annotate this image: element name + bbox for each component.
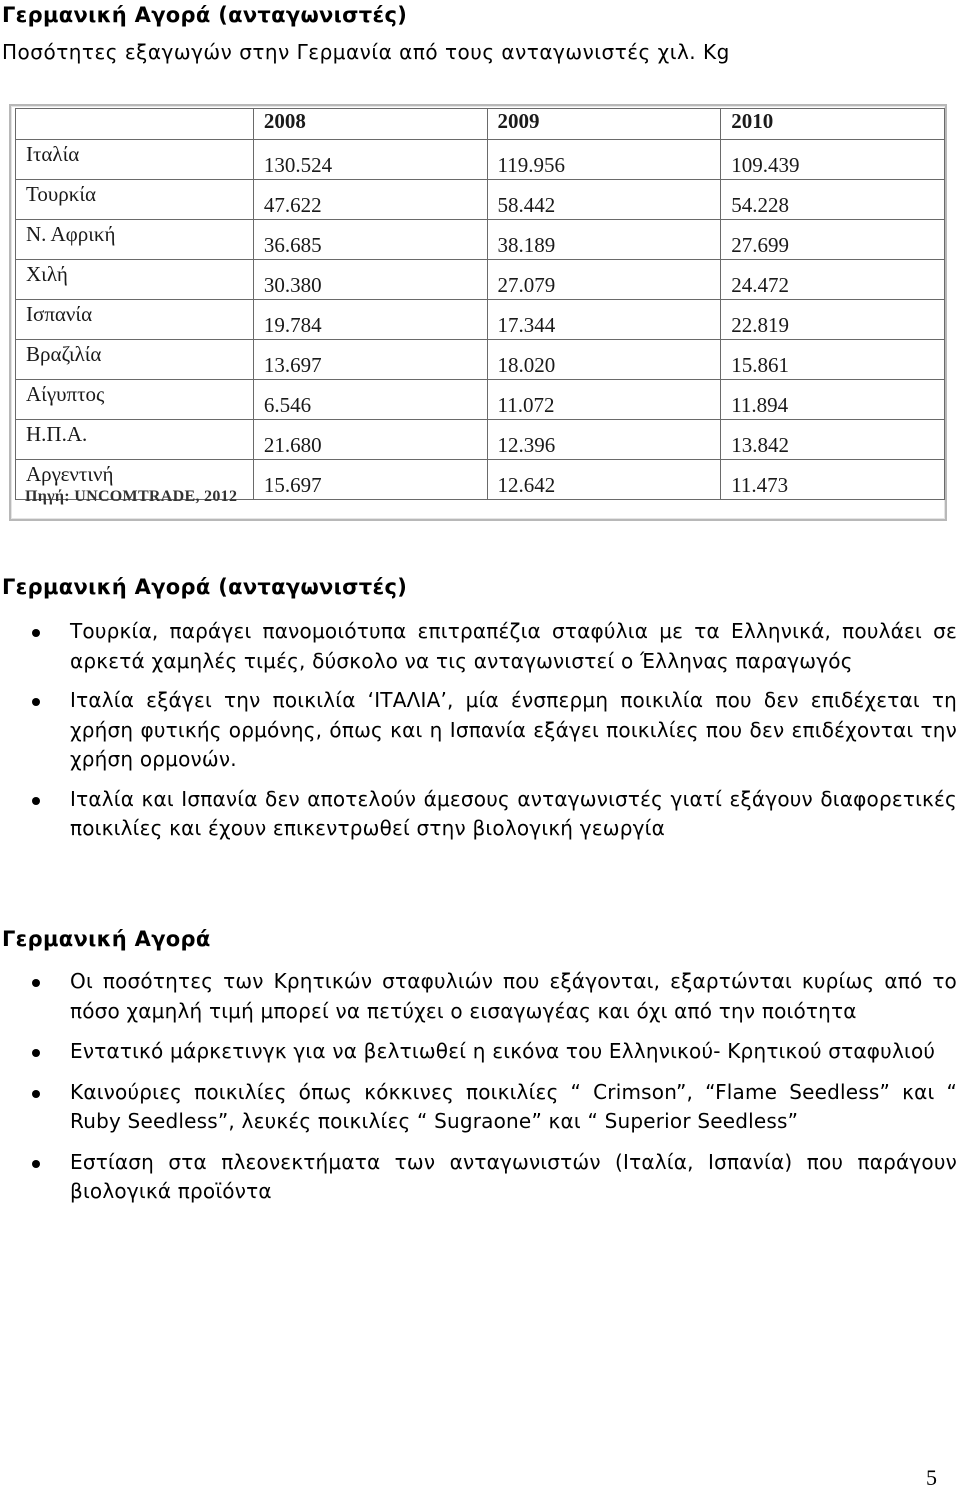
section-heading-competitors: Γερμανική Αγορά (ανταγωνιστές): [2, 3, 408, 27]
list-item-text: Οι ποσότητες των Κρητικών σταφυλιών που εξάγονται, εξαρτώνται κυρίως από το πόσο χαμηλή τιμή μπορεί να πετύχει ο εισαγωγέας και όχι από την ποιότητα: [70, 969, 957, 1023]
table-cell-value: 130.524: [253, 140, 487, 180]
list-item-text: Τουρκία, παράγει πανομοιότυπα επιτραπέζια σταφύλια με τα Ελληνικά, πουλάει σε αρκετά χαμηλές τιμές, δύσκολο να τις ανταγωνιστεί ο Έλληνας παραγωγός: [70, 619, 957, 673]
table-cell-value: 11.072: [487, 380, 721, 420]
list-item: [70, 617, 957, 676]
table-cell-value: 36.685: [253, 220, 487, 260]
table-cell-value: 15.861: [721, 340, 945, 380]
table-cell-country: Βραζιλία: [16, 340, 254, 380]
table-cell-value: 12.642: [487, 460, 721, 500]
table-row: [16, 180, 945, 220]
competitor-bullet-list: [70, 617, 957, 844]
table-header-year: 2009: [487, 109, 721, 140]
bullet-icon: [32, 797, 40, 805]
table-cell-value: 6.546: [253, 380, 487, 420]
list-item: [70, 785, 957, 844]
table-cell-value: 15.697: [253, 460, 487, 500]
table-cell-value: 119.956: [487, 140, 721, 180]
table-cell-value: 54.228: [721, 180, 945, 220]
table-header-year: 2010: [721, 109, 945, 140]
table-row: [16, 420, 945, 460]
table-row: [16, 140, 945, 180]
bullet-icon: [32, 698, 40, 706]
list-item: [70, 967, 957, 1026]
table-cell-value: 12.396: [487, 420, 721, 460]
section-heading-german-market: Γερμανική Αγορά: [2, 927, 211, 951]
table-cell-value: 30.380: [253, 260, 487, 300]
table-cell-value: 24.472: [721, 260, 945, 300]
page-number: 5: [926, 1465, 937, 1490]
list-item: [70, 686, 957, 775]
table-cell-value: 47.622: [253, 180, 487, 220]
bullet-icon: [32, 1090, 40, 1098]
table-cell-country: Αργεντινή: [16, 460, 254, 500]
export-quantities-table-image: [9, 104, 947, 521]
table-row: [16, 340, 945, 380]
table-cell-value: 11.894: [721, 380, 945, 420]
table-cell-country: Χιλή: [16, 260, 254, 300]
bullet-icon: [32, 629, 40, 637]
table-cell-value: 13.842: [721, 420, 945, 460]
table-cell-value: 18.020: [487, 340, 721, 380]
table-row: [16, 380, 945, 420]
table-cell-country: Τουρκία: [16, 180, 254, 220]
table-cell-country: Ιταλία: [16, 140, 254, 180]
table-cell-value: 58.442: [487, 180, 721, 220]
table-cell-value: 19.784: [253, 300, 487, 340]
list-item: [70, 1078, 957, 1137]
list-item-text: Ιταλία εξάγει την ποικιλία ‘ΙΤΑΛΙΑ’, μία ένσπερμη ποικιλία που δεν επιδέχεται τη χρήση φυτικής ορμόνης, όπως και η Ισπανία εξάγει ποικιλίες που δεν επιδέχονται την χρήση ορμονών.: [70, 688, 957, 771]
table-row: [16, 220, 945, 260]
list-item-text: Εστίαση στα πλεονεκτήματα των ανταγωνιστών (Ιταλία, Ισπανία) που παράγουν βιολογικά προϊόντα: [70, 1149, 957, 1203]
export-quantities-table: [15, 108, 945, 500]
list-item-text: Καινούριες ποικιλίες όπως κόκκινες ποικιλίες “ Crimson”, “Flame Seedless” και “ Ruby Seedless”, λευκές ποικιλίες “ Sugraone” και “ Superior Seedless”: [70, 1079, 957, 1133]
table-cell-country: Ισπανία: [16, 300, 254, 340]
table-header-year: 2008: [253, 109, 487, 140]
list-item-text: Ιταλία και Ισπανία δεν αποτελούν άμεσους ανταγωνιστές γιατί εξάγουν διαφορετικές ποικιλίες και έχουν επικεντρωθεί στην βιολογική γεωργία: [70, 786, 957, 840]
table-cell-country: Αίγυπτος: [16, 380, 254, 420]
table-cell-value: 27.699: [721, 220, 945, 260]
table-row: [16, 300, 945, 340]
table-cell-country: Ν. Αφρική: [16, 220, 254, 260]
table-cell-value: 11.473: [721, 460, 945, 500]
table-cell-value: 27.079: [487, 260, 721, 300]
list-item-text: Εντατικό μάρκετινγκ για να βελτιωθεί η εικόνα του Ελληνικού- Κρητικού σταφυλιού: [70, 1039, 936, 1063]
table-source-note: Πηγή: UNCOMTRADE, 2012: [25, 488, 238, 505]
table-caption: Ποσότητες εξαγωγών στην Γερμανία από τους ανταγωνιστές χιλ. Kg: [2, 40, 730, 64]
bullet-icon: [32, 1049, 40, 1057]
table-cell-value: 109.439: [721, 140, 945, 180]
list-item: [70, 1037, 957, 1067]
bullet-icon: [32, 979, 40, 987]
table-cell-value: 17.344: [487, 300, 721, 340]
list-item: [70, 1148, 957, 1207]
table-row: [16, 260, 945, 300]
table-cell-value: 13.697: [253, 340, 487, 380]
table-cell-value: 22.819: [721, 300, 945, 340]
table-cell-value: 38.189: [487, 220, 721, 260]
table-cell-country: Η.Π.Α.: [16, 420, 254, 460]
table-header-country: [16, 109, 254, 140]
market-bullet-list: [70, 967, 957, 1207]
table-cell-value: 21.680: [253, 420, 487, 460]
table-header-row: [16, 109, 945, 140]
bullet-icon: [32, 1160, 40, 1168]
section-heading-competitors-2: Γερμανική Αγορά (ανταγωνιστές): [2, 575, 408, 599]
